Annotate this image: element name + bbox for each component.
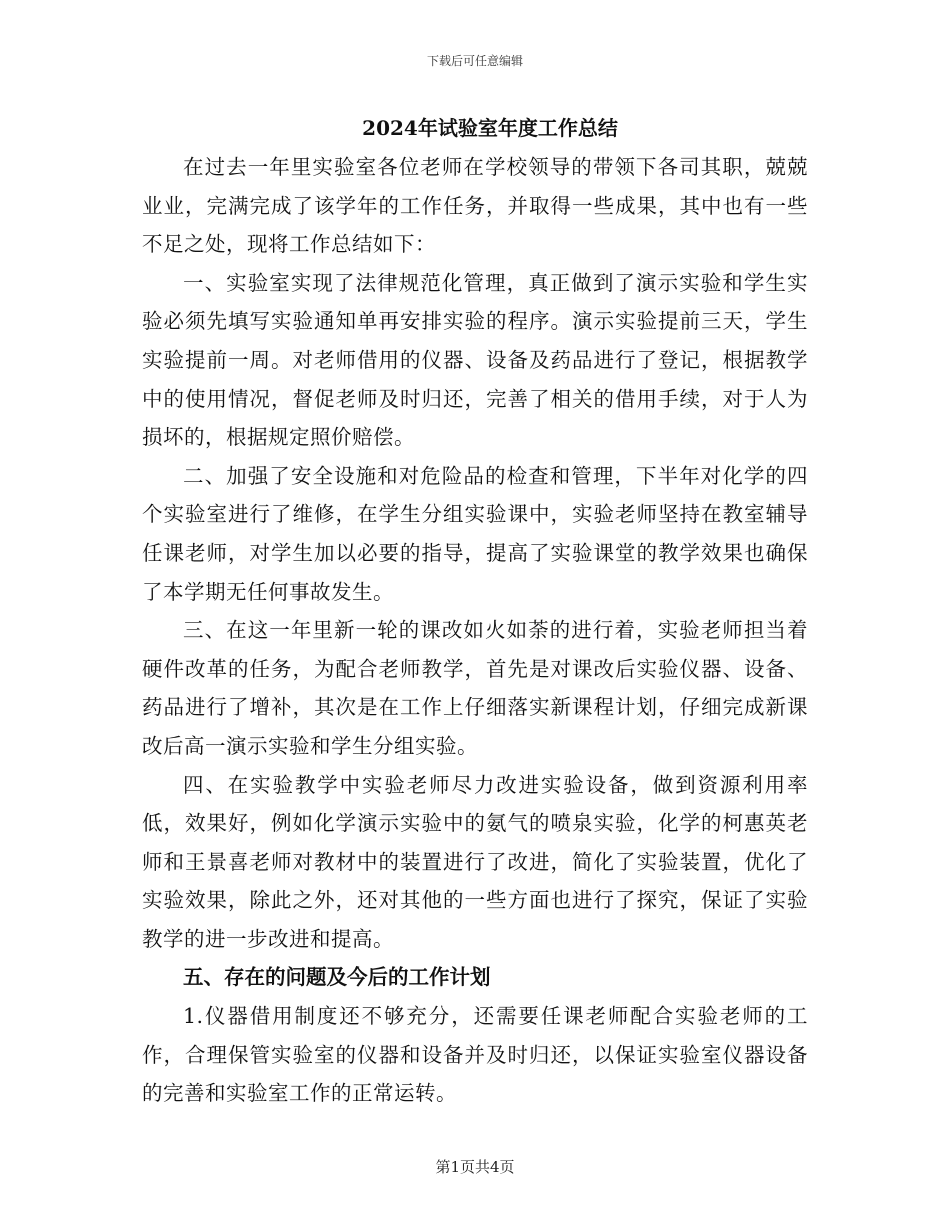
paragraph-1: 一、实验室实现了法律规范化管理，真正做到了演示实验和学生实验必须先填写实验通知单再安排实验的程序。演示实验提前三天，学生实验提前一周。对老师借用的仪器、设备及药品进行了登记，根据教学中的使用情况，督促老师及时归还，完善了相关的借用手续，对于人为损坏的，根据规定照价赔偿。 [142, 270, 808, 450]
intro-paragraph: 在过去一年里实验室各位老师在学校领导的带领下各司其职，兢兢业业，完满完成了该学年的工作任务，并取得一些成果，其中也有一些不足之处，现将工作总结如下： [142, 155, 808, 257]
document-title: 2024年试验室年度工作总结 [362, 116, 618, 140]
page-header-note: 下载后可任意编辑 [426, 54, 523, 68]
paragraph-3: 三、在这一年里新一轮的课改如火如荼的进行着，实验老师担当着硬件改革的任务，为配合老师教学，首先是对课改后实验仪器、设备、药品进行了增补，其次是在工作上仔细落实新课程计划，仔细完成新课改后高一演示实验和学生分组实验。 [142, 618, 808, 758]
page-number: 第1页共4页 [435, 1158, 515, 1176]
paragraph-2: 二、加强了安全设施和对危险品的检查和管理，下半年对化学的四个实验室进行了维修，在学生分组实验课中，实验老师坚持在教室辅导任课老师，对学生加以必要的指导，提高了实验课堂的教学效果也确保了本学期无任何事故发生。 [142, 463, 808, 604]
paragraph-4: 四、在实验教学中实验老师尽力改进实验设备，做到资源利用率低，效果好，例如化学演示实验中的氨气的喷泉实验，化学的柯惠英老师和王景喜老师对教材中的装置进行了改进，简化了实验装置，优化了实验效果，除此之外，还对其他的一些方面也进行了探究，保证了实验教学的进一步改进和提高。 [142, 772, 808, 951]
section-paragraph-1: 1.仪器借用制度还不够充分，还需要任课老师配合实验老师的工作，合理保管实验室的仪器和设备并及时归还，以保证实验室仪器设备的完善和实验室工作的正常运转。 [142, 1004, 808, 1106]
document-body [142, 108, 808, 1113]
section-heading: 五、存在的问题及今后的工作计划 [183, 965, 491, 990]
